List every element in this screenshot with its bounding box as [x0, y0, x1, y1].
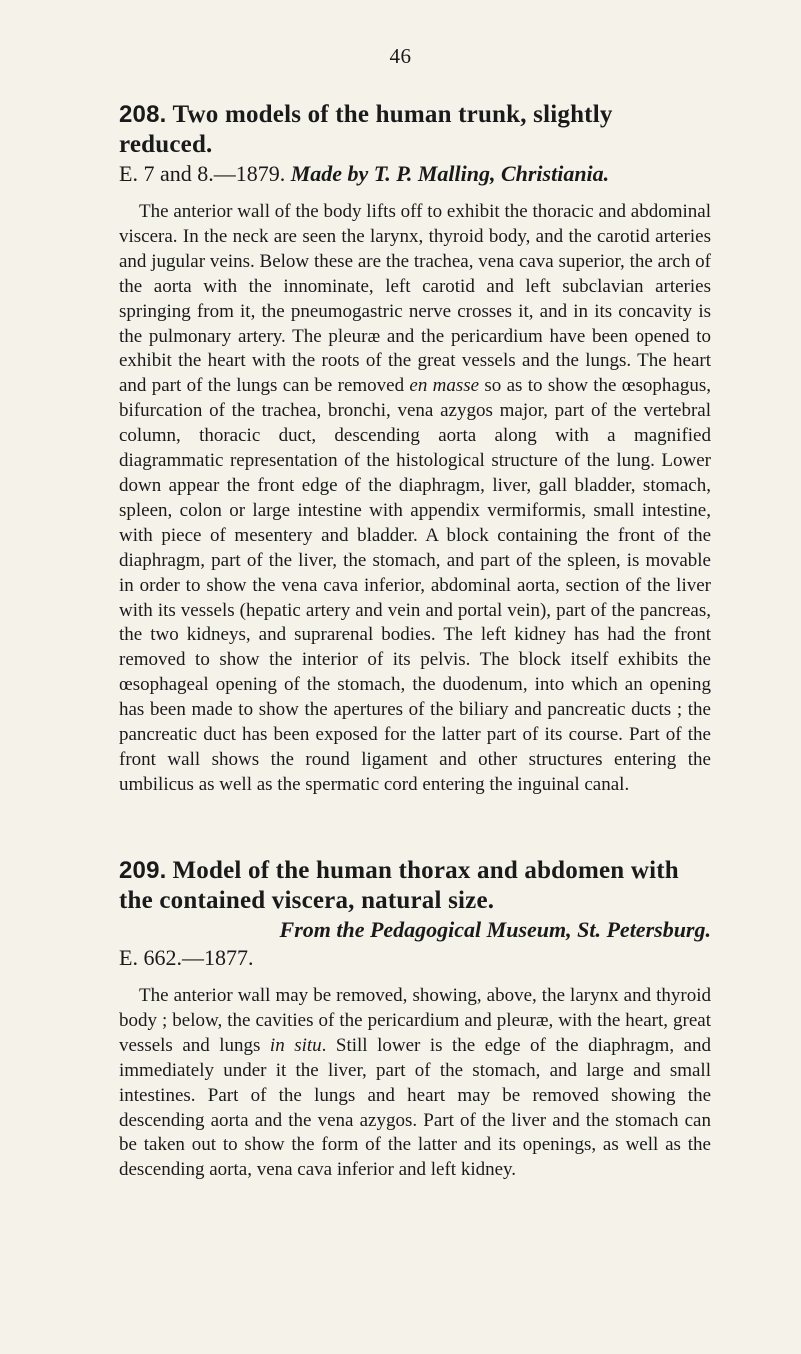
catalogue-entry-209	[119, 856, 711, 1183]
entry-number: 208.	[119, 101, 167, 128]
catalogue-entry-208	[119, 100, 711, 798]
entry-heading	[119, 100, 711, 160]
entry-title: Two models of the human trunk, slightly reduced.	[119, 101, 613, 158]
maker-credit: Made by T. P. Malling, Christiania.	[290, 161, 610, 186]
description-text: . Still lower is the edge of the diaphragm, and immediately under it the liver, part of the stomach, and large and small intestines. Part of the lungs and heart may be removed showing the descending aorta and the vena azygos. Part of the liver and the stomach can be taken out to show the form of the latter and its openings, as well as the descending aorta, vena cava inferior and left kidney.	[119, 1034, 712, 1181]
entry-byline	[119, 160, 711, 188]
page-number: 46	[389, 44, 412, 68]
description-text: The anterior wall of the body lifts off to exhibit the thoracic and abdominal viscera. In the neck are seen the larynx, thyroid body, and the carotid arteries and jugular veins. Below these are the trachea, vena cava superior, the arch of the aorta with the innominate, left carotid and left subclavian arteries springing from it, the pneumogastric nerve crosses it, and in its concavity is the pulmonary artery. The pleuræ and the pericardium have been opened to exhibit the heart with the roots of the great vessels and the lungs. The heart and part of the lungs can be removed	[119, 201, 711, 397]
entry-description	[119, 200, 711, 798]
provenance-credit: From the Pedagogical Museum, St. Petersburg.	[279, 917, 711, 942]
catalogue-number: E. 7 and 8.—1879.	[119, 161, 286, 186]
description-italic: en masse	[409, 375, 480, 397]
entry-description	[119, 984, 711, 1183]
catalogue-number: E. 662.—1877.	[119, 945, 254, 970]
description-text: The anterior wall may be removed, showing, above, the larynx and thyroid body ; below, the cavities of the pericardium and pleuræ, with the heart, great vessels and lungs	[119, 985, 711, 1056]
description-italic: in situ	[269, 1034, 322, 1056]
entry-heading	[119, 856, 711, 916]
entry-number: 209.	[119, 857, 167, 884]
description-text: so as to show the œsophagus, bifurcation of the trachea, bronchi, vena azygos major, part of the vertebral column, thoracic duct, descending aorta along with a magnified diagrammatic representation of the histological structure of the lung. Lower down appear the front edge of the diaphragm, liver, gall bladder, stomach, spleen, colon or large intestine with appendix vermiformis, small intestine, with piece of mesentery and bladder. A block containing the front of the diaphragm, part of the liver, the stomach, and part of the spleen, is movable in order to show the vena cava inferior, abdominal aorta, section of the liver with its vessels (hepatic artery and vein and portal vein), part of the pancreas, the two kidneys, and suprarenal bodies. The left kidney has had the front removed to show the interior of its pelvis. The block itself exhibits the œsophageal opening of the stomach, the duodenum, into which an opening has been made to show the apertures of the biliary and pancreatic ducts ; the pancreatic duct has been exposed for the latter part of its course. Part of the front wall shows the round ligament and other structures entering the umbilicus as well as the spermatic cord entering the inguinal canal.	[119, 375, 711, 795]
entry-title: Model of the human thorax and abdomen with the contained viscera, natural size.	[119, 857, 679, 914]
